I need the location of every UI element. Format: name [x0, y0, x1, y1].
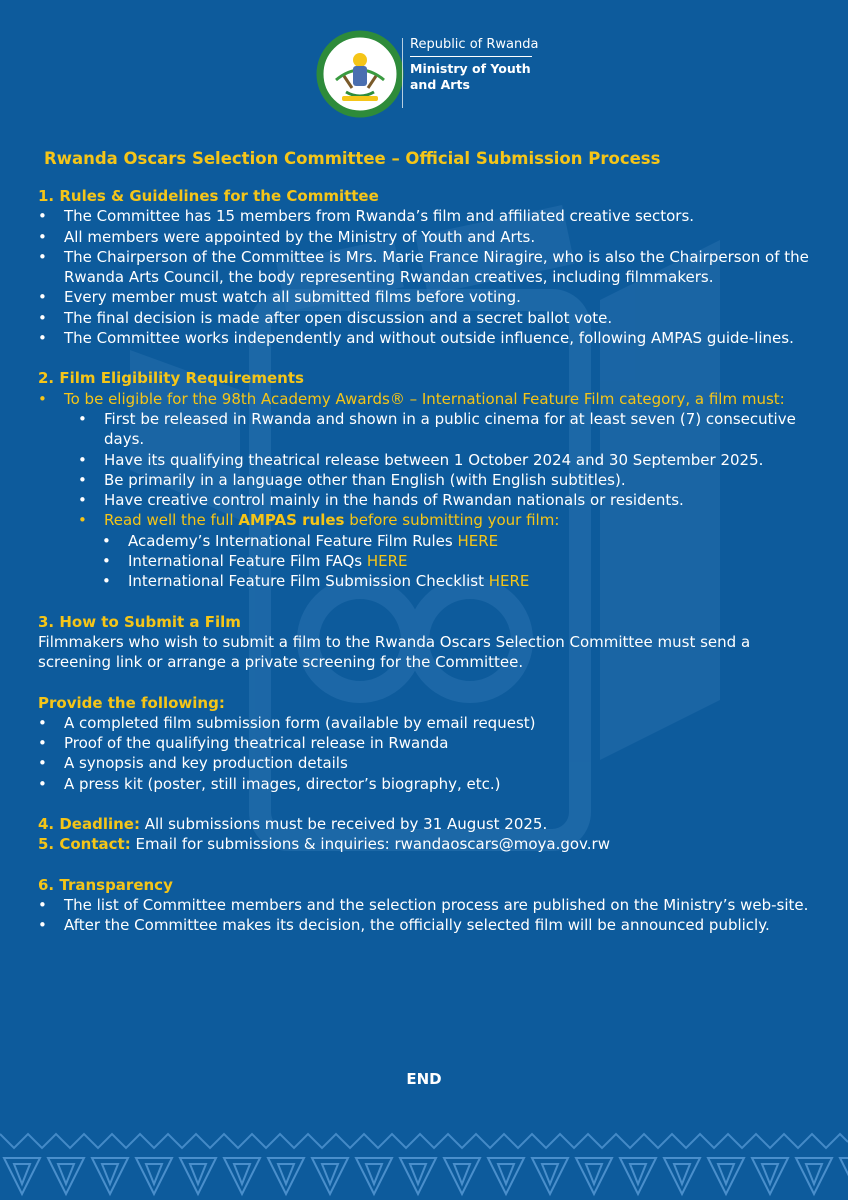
section-3-heading: 3. How to Submit a Film: [38, 612, 241, 631]
list-item: [102, 551, 818, 571]
pattern-triangle: [840, 1158, 848, 1194]
contact-label: 5. Contact:: [38, 835, 131, 854]
list-item: • The Committee has 15 members from Rwanda’s film and affiliated creative sectors.: [38, 206, 818, 226]
list-item: • Be primarily in a language other than English (with English subtitles).: [78, 470, 818, 490]
checklist-here-link[interactable]: HERE: [488, 572, 530, 591]
coat-of-arms-icon: [316, 30, 404, 118]
list-item: • The Chairperson of the Committee is Mrs. Marie France Niragire, who is also the Chairperson of the Rwanda Arts Council, the body representing Rwandan creatives, including filmmakers.: [38, 247, 818, 288]
section-3-text: Filmmakers who wish to submit a film to the Rwanda Oscars Selection Committee must send a screening link or arrange a private screening for the Committee.: [38, 632, 751, 672]
ampas-rules-note: [78, 510, 818, 530]
contact-line: [38, 834, 818, 854]
ministry-line-1: Ministry of Youth: [410, 61, 531, 76]
faqs-here-link[interactable]: HERE: [366, 552, 408, 571]
list-item: • First be released in Rwanda and shown in a public cinema for at least seven (7) consecutive days.: [78, 409, 818, 450]
provide-list: [38, 713, 818, 794]
list-item: • Every member must watch all submitted films before voting.: [38, 287, 818, 307]
ampas-prefix: Read well the full: [104, 511, 239, 530]
section-1-heading: 1. Rules & Guidelines for the Committee: [38, 187, 379, 205]
deadline-line: [38, 814, 818, 834]
end-marker: END: [406, 1070, 442, 1088]
ampas-rules-bold: AMPAS rules: [238, 511, 345, 530]
list-item: • A completed film submission form (available by email request): [38, 713, 818, 733]
section-6-heading: 6. Transparency: [38, 875, 173, 894]
page-title: Rwanda Oscars Selection Committee – Official Submission Process: [44, 149, 661, 168]
link-label: International Feature Film FAQs: [128, 552, 367, 571]
ministry-line-2: and Arts: [410, 77, 470, 92]
org-rule: [410, 56, 532, 57]
list-item: • All members were appointed by the Ministry of Youth and Arts.: [38, 227, 818, 247]
deadline-text: All submissions must be received by 31 August 2025.: [139, 815, 548, 834]
imigongo-pattern-icon: [0, 1128, 848, 1200]
list-item: • The final decision is made after open discussion and a secret ballot vote.: [38, 308, 818, 328]
list-item: • Have its qualifying theatrical release between 1 October 2024 and 30 September 2025.: [78, 450, 818, 470]
section-6-list: [38, 895, 818, 936]
list-item: • After the Committee makes its decision, the officially selected film will be announced publicly.: [38, 915, 818, 935]
link-label: Academy’s International Feature Film Rules: [128, 531, 458, 550]
document-body: [38, 148, 818, 936]
provide-heading: Provide the following:: [38, 693, 225, 712]
contact-email[interactable]: Email for submissions & inquiries: rwandaoscars@moya.gov.rw: [130, 835, 610, 854]
republic-label: Republic of Rwanda: [410, 37, 539, 52]
link-label: International Feature Film Submission Checklist: [128, 572, 489, 591]
section-2-list: [38, 389, 818, 409]
header: [0, 26, 848, 126]
eligibility-criteria-list: [78, 409, 818, 531]
eligibility-intro: • To be eligible for the 98th Academy Awards® – International Feature Film category, a film must:: [38, 389, 818, 409]
list-item: • A synopsis and key production details: [38, 753, 818, 773]
list-item: • A press kit (poster, still images, director’s biography, etc.): [38, 774, 818, 794]
list-item: • Proof of the qualifying theatrical release in Rwanda: [38, 733, 818, 753]
list-item: [102, 531, 818, 551]
header-divider: [402, 38, 403, 108]
deadline-label: 4. Deadline:: [38, 815, 140, 834]
organization-name: [410, 36, 560, 93]
list-item: • The Committee works independently and without outside influence, following AMPAS guide-lines.: [38, 328, 818, 348]
ampas-links-list: [102, 531, 818, 592]
list-item: [102, 571, 818, 591]
section-2-heading: 2. Film Eligibility Requirements: [38, 369, 304, 388]
ampas-suffix: before submitting your film:: [344, 511, 560, 530]
section-1-list: [38, 206, 818, 348]
list-item: • The list of Committee members and the selection process are published on the Ministry’s web-site.: [38, 895, 818, 915]
rules-here-link[interactable]: HERE: [457, 531, 499, 550]
list-item: • Have creative control mainly in the hands of Rwandan nationals or residents.: [78, 490, 818, 510]
